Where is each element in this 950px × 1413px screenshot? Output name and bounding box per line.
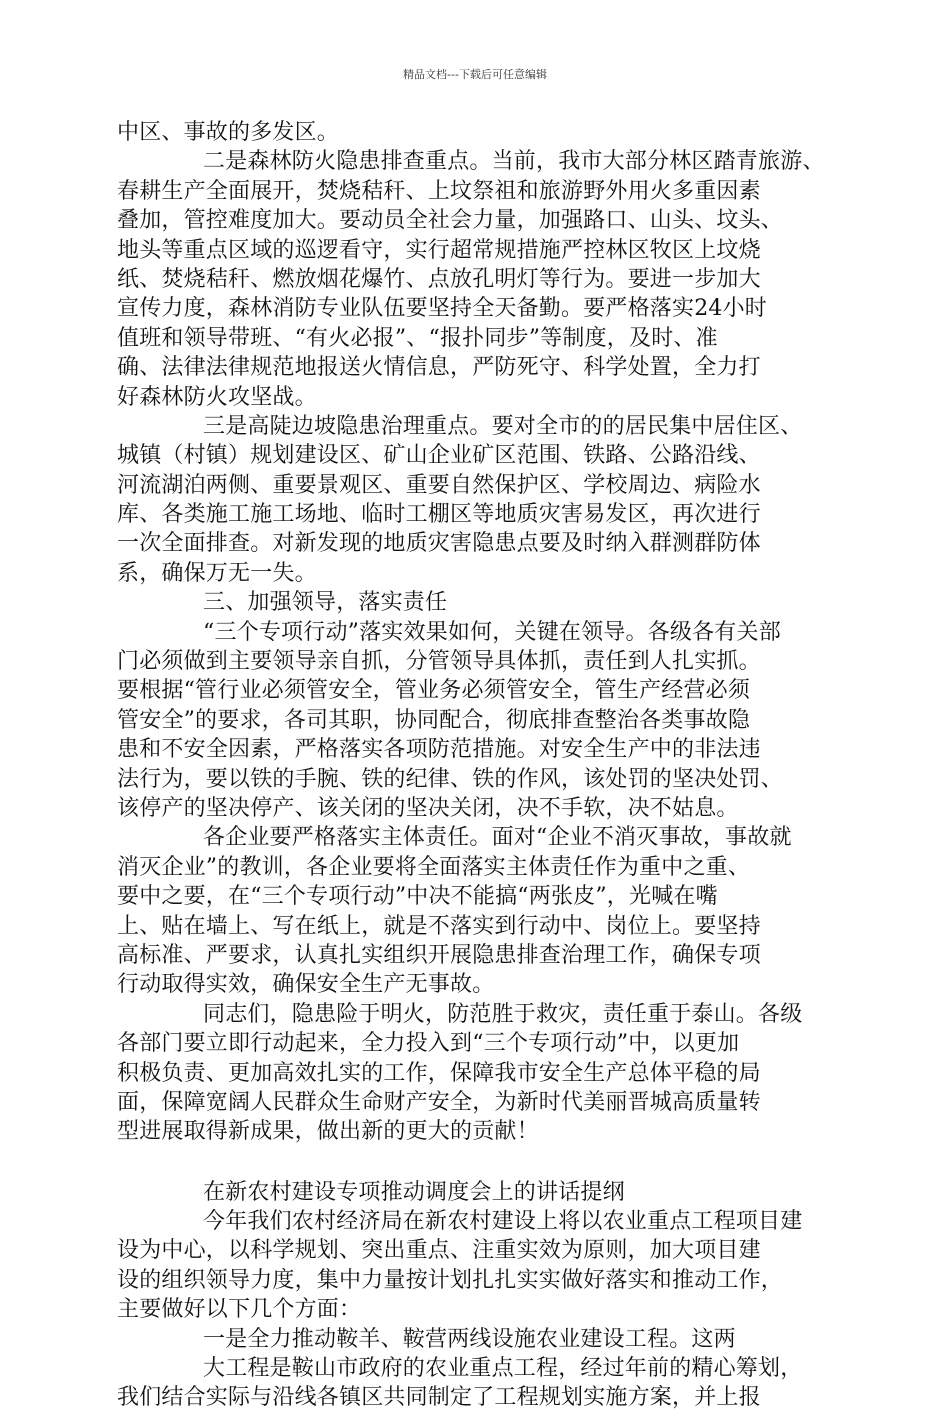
text-line: 地头等重点区域的巡逻看守，实行超常规措施严控林区牧区上坟烧: [117, 237, 761, 263]
text-line: 库、各类施工施工场地、临时工棚区等地质灾害易发区，再次进行: [117, 502, 761, 528]
text-line: 三是高陡边坡隐患治理重点。要对全市的的居民集中居住区、: [203, 413, 803, 439]
text-line: 今年我们农村经济局在新农村建设上将以农业重点工程项目建: [203, 1209, 803, 1235]
speech-section: [117, 118, 829, 1147]
text-line: 该停产的坚决停产、该关闭的坚决关闭，决不手软，决不姑息。: [117, 795, 739, 821]
text-line: 设的组织领导力度，集中力量按计划扎扎实实做好落实和推动工作，: [117, 1267, 784, 1293]
text-line: 患和不安全因素，严格落实各项防范措施。对安全生产中的非法违: [117, 737, 761, 763]
text-line: 在新农村建设专项推动调度会上的讲话提纲: [203, 1179, 625, 1205]
text-line: 管安全”的要求，各司其职，协同配合，彻底排查整治各类事故隐: [117, 707, 751, 733]
text-line: 好森林防火攻坚战。: [117, 384, 317, 410]
outline-section: [117, 1178, 829, 1413]
text-line: 行动取得实效，确保安全生产无事故。: [117, 972, 495, 998]
text-line: 上、贴在墙上、写在纸上，就是不落实到行动中、岗位上。要坚持: [117, 913, 761, 939]
text-line: 型进展取得新成果，做出新的更大的贡献！: [117, 1119, 539, 1145]
text-line: 门必须做到主要领导亲自抓，分管领导具体抓，责任到人扎实抓。: [117, 649, 761, 675]
text-line: 设为中心，以科学规划、突出重点、注重实效为原则，加大项目建: [117, 1238, 761, 1264]
text-line: 要根据“管行业必须管安全，管业务必须管安全，管生产经营必须: [117, 678, 751, 704]
text-line: 春耕生产全面展开，焚烧秸秆、上坟祭祖和旅游野外用火多重因素: [117, 178, 761, 204]
document-body: [117, 118, 829, 1413]
text-line: 主要做好以下几个方面：: [117, 1297, 362, 1323]
text-line: 面，保障宽阔人民群众生命财产安全，为新时代美丽晋城高质量转: [117, 1089, 761, 1115]
text-line: 各企业要严格落实主体责任。面对“企业不消灭事故，事故就: [203, 825, 792, 851]
section-gap: [117, 1147, 829, 1178]
text-line: 河流湖泊两侧、重要景观区、重要自然保护区、学校周边、病险水: [117, 472, 761, 498]
text-line: 宣传力度，森林消防专业队伍要坚持全天备勤。要严格落实24小时: [117, 296, 767, 322]
text-line: 消灭企业”的教训，各企业要将全面落实主体责任作为重中之重、: [117, 854, 751, 880]
text-line: 同志们，隐患险于明火，防范胜于救灾，责任重于泰山。各级: [203, 1001, 803, 1027]
text-line: 三、加强领导，落实责任: [203, 590, 448, 616]
text-line: 叠加，管控难度加大。要动员全社会力量，加强路口、山头、坟头、: [117, 208, 784, 234]
text-line: “三个专项行动”落实效果如何，关键在领导。各级各有关部: [203, 619, 781, 645]
text-line: 要中之要，在“三个专项行动”中决不能搞“两张皮”，光喊在嘴: [117, 884, 718, 910]
text-line: 中区、事故的多发区。: [117, 120, 340, 145]
text-line: 二是森林防火隐患排查重点。当前，我市大部分林区踏青旅游、: [203, 149, 825, 175]
text-line: 大工程是鞍山市政府的农业重点工程，经过年前的精心筹划，: [203, 1356, 803, 1382]
text-line: 一是全力推动鞍羊、鞍营两线设施农业建设工程。这两: [203, 1326, 736, 1352]
text-line: 一次全面排查。对新发现的地质灾害隐患点要及时纳入群测群防体: [117, 531, 761, 557]
text-line: 确、法律法律规范地报送火情信息，严防死守、科学处置，全力打: [117, 355, 761, 381]
text-line: 法行为，要以铁的手腕、铁的纪律、铁的作风，该处罚的坚决处罚、: [117, 766, 784, 792]
text-line: 各部门要立即行动起来，全力投入到“三个专项行动”中，以更加: [117, 1031, 740, 1057]
text-line: 积极负责、更加高效扎实的工作，保障我市安全生产总体平稳的局: [117, 1060, 761, 1086]
text-line: 城镇（村镇）规划建设区、矿山企业矿区范围、铁路、公路沿线、: [117, 443, 761, 469]
page-header: 精品文档---下载后可任意编辑: [403, 68, 547, 81]
text-line: 系，确保万无一失。: [117, 560, 317, 586]
text-line: 纸、焚烧秸秆、燃放烟花爆竹、点放孔明灯等行为。要进一步加大: [117, 266, 761, 292]
text-line: 高标准、严要求，认真扎实组织开展隐患排查治理工作，确保专项: [117, 942, 761, 968]
text-line: 我们结合实际与沿线各镇区共同制定了工程规划实施方案，并上报: [117, 1385, 761, 1411]
text-line: 值班和领导带班、“有火必报”、“报扑同步”等制度，及时、准: [117, 325, 718, 351]
